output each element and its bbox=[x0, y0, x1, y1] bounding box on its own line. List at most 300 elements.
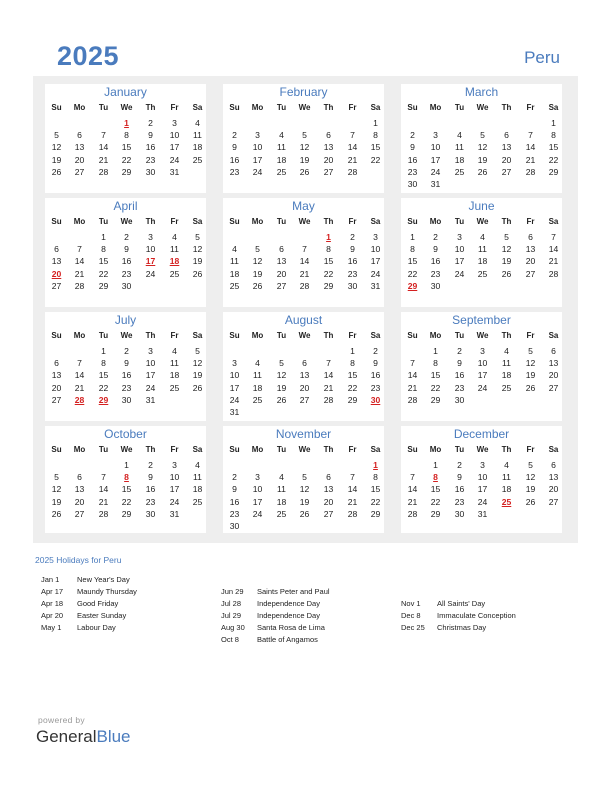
day-cell: 22 bbox=[121, 496, 132, 507]
day-cell: 28 bbox=[98, 508, 109, 519]
day-cell: 23 bbox=[454, 382, 465, 393]
weekday-label: Th bbox=[145, 445, 156, 454]
day-cell: 18 bbox=[454, 154, 465, 165]
holiday-day: 28 bbox=[74, 394, 85, 405]
week-row bbox=[45, 141, 206, 153]
holiday-row bbox=[215, 634, 405, 646]
week-row bbox=[223, 357, 384, 369]
day-cell: 23 bbox=[430, 268, 441, 279]
weekday-label: Su bbox=[51, 217, 62, 226]
day-cell: 30 bbox=[121, 394, 132, 405]
day-cell: 4 bbox=[279, 130, 284, 141]
day-cell: 8 bbox=[101, 244, 106, 255]
day-cell: 3 bbox=[480, 346, 485, 356]
day-cell: 31 bbox=[169, 508, 180, 519]
weekday-label: We bbox=[120, 217, 133, 226]
day-cell: 10 bbox=[252, 142, 263, 153]
week-row bbox=[45, 369, 206, 381]
day-cell: 29 bbox=[347, 394, 358, 405]
day-cell: 30 bbox=[121, 280, 132, 291]
day-cell: 2 bbox=[232, 472, 237, 483]
weekday-label: Fr bbox=[526, 445, 535, 454]
day-cell: 26 bbox=[51, 508, 62, 519]
day-cell: 23 bbox=[121, 382, 132, 393]
day-cell: 13 bbox=[548, 472, 559, 483]
day-cell: 24 bbox=[370, 268, 381, 279]
day-cell: 20 bbox=[299, 382, 310, 393]
holiday-name: Independence Day bbox=[257, 599, 320, 608]
holiday-row bbox=[35, 622, 225, 634]
day-cell: 3 bbox=[457, 232, 462, 242]
holidays-list-title: 2025 Holidays for Peru bbox=[35, 555, 122, 565]
week-row bbox=[45, 255, 206, 267]
holiday-row bbox=[35, 574, 225, 586]
day-cell: 6 bbox=[504, 130, 509, 141]
day-cell: 25 bbox=[454, 166, 465, 177]
holiday-row bbox=[215, 598, 405, 610]
weekday-label: Mo bbox=[73, 217, 86, 226]
day-cell: 13 bbox=[51, 370, 62, 381]
day-cell: 17 bbox=[169, 484, 180, 495]
day-cell: 5 bbox=[480, 130, 485, 141]
month-title: August bbox=[284, 313, 323, 327]
day-cell: 17 bbox=[430, 154, 441, 165]
day-cell: 27 bbox=[501, 166, 512, 177]
day-cell: 21 bbox=[299, 268, 310, 279]
day-cell: 9 bbox=[457, 472, 462, 483]
weekday-header bbox=[401, 444, 562, 456]
day-cell: 10 bbox=[430, 142, 441, 153]
weekday-label: Th bbox=[501, 103, 512, 112]
day-cell: 1 bbox=[551, 118, 556, 128]
holiday-day: 18 bbox=[169, 256, 180, 267]
weekday-label: Fr bbox=[526, 103, 535, 112]
day-cell: 3 bbox=[255, 472, 260, 483]
day-cell: 7 bbox=[410, 358, 415, 369]
weekday-label: Sa bbox=[548, 331, 559, 340]
day-cell: 16 bbox=[121, 370, 132, 381]
weekday-label: Sa bbox=[192, 445, 203, 454]
week-row bbox=[45, 382, 206, 394]
holiday-name: Easter Sunday bbox=[77, 611, 127, 620]
day-cell: 26 bbox=[501, 268, 512, 279]
week-row bbox=[401, 357, 562, 369]
day-cell: 27 bbox=[51, 280, 62, 291]
day-cell: 9 bbox=[232, 142, 237, 153]
weekday-label: Sa bbox=[192, 103, 203, 112]
holiday-row bbox=[35, 610, 225, 622]
day-cell: 13 bbox=[548, 358, 559, 369]
weekday-label: Su bbox=[229, 445, 240, 454]
day-cell: 22 bbox=[98, 268, 109, 279]
day-cell: 26 bbox=[299, 166, 310, 177]
weekday-label: Su bbox=[407, 217, 418, 226]
day-cell: 6 bbox=[77, 472, 82, 483]
weekday-label: Th bbox=[501, 331, 512, 340]
day-cell: 19 bbox=[252, 268, 263, 279]
week-row bbox=[45, 357, 206, 369]
day-cell: 28 bbox=[525, 166, 536, 177]
day-cell: 18 bbox=[229, 268, 240, 279]
week-row bbox=[223, 496, 384, 508]
day-cell: 12 bbox=[252, 256, 263, 267]
day-cell: 25 bbox=[229, 280, 240, 291]
weekday-label: Tu bbox=[98, 331, 109, 340]
day-cell: 7 bbox=[77, 244, 82, 255]
day-cell: 28 bbox=[347, 508, 358, 519]
weekday-label: Fr bbox=[170, 445, 179, 454]
day-cell: 12 bbox=[477, 142, 488, 153]
day-cell: 7 bbox=[302, 244, 307, 255]
weekday-label: We bbox=[120, 331, 133, 340]
day-cell: 11 bbox=[502, 472, 511, 483]
day-cell: 29 bbox=[548, 166, 559, 177]
day-cell: 19 bbox=[192, 256, 203, 267]
day-cell: 2 bbox=[457, 460, 462, 470]
day-cell: 23 bbox=[454, 496, 465, 507]
weekday-header bbox=[223, 216, 384, 228]
day-cell: 9 bbox=[124, 358, 129, 369]
day-cell: 15 bbox=[347, 370, 358, 381]
day-cell: 19 bbox=[51, 154, 62, 165]
day-cell: 8 bbox=[373, 472, 378, 483]
day-cell: 14 bbox=[323, 370, 334, 381]
day-cell: 24 bbox=[252, 166, 263, 177]
day-cell: 12 bbox=[299, 484, 310, 495]
weekday-label: Su bbox=[51, 445, 62, 454]
day-cell: 19 bbox=[525, 370, 536, 381]
week-row bbox=[401, 243, 562, 255]
day-cell: 30 bbox=[229, 521, 240, 531]
day-cell: 21 bbox=[548, 256, 559, 267]
weekday-label: Th bbox=[323, 217, 334, 226]
day-cell: 6 bbox=[302, 358, 307, 369]
week-row bbox=[223, 520, 384, 532]
holiday-row bbox=[35, 586, 225, 598]
day-cell: 3 bbox=[480, 460, 485, 470]
day-cell: 24 bbox=[430, 166, 441, 177]
day-cell: 16 bbox=[145, 484, 156, 495]
day-cell: 10 bbox=[252, 484, 263, 495]
week-row bbox=[223, 231, 384, 243]
day-cell: 3 bbox=[148, 232, 153, 242]
weekday-header bbox=[45, 330, 206, 342]
weekday-label: Fr bbox=[526, 331, 535, 340]
holiday-date: Jan 1 bbox=[41, 575, 60, 584]
day-cell: 4 bbox=[504, 460, 509, 470]
day-cell: 22 bbox=[430, 496, 441, 507]
day-cell: 21 bbox=[74, 382, 85, 393]
day-cell: 3 bbox=[255, 130, 260, 141]
weekday-label: Mo bbox=[429, 331, 442, 340]
week-row bbox=[223, 117, 384, 129]
day-cell: 1 bbox=[433, 346, 438, 356]
day-cell: 13 bbox=[299, 370, 310, 381]
week-row bbox=[223, 382, 384, 394]
day-cell: 4 bbox=[195, 460, 200, 470]
day-cell: 17 bbox=[229, 382, 240, 393]
weekday-label: Sa bbox=[370, 331, 381, 340]
day-cell: 10 bbox=[370, 244, 381, 255]
day-cell: 12 bbox=[501, 244, 512, 255]
day-cell: 3 bbox=[433, 130, 438, 141]
week-row bbox=[401, 117, 562, 129]
day-cell: 2 bbox=[350, 232, 355, 242]
day-cell: 29 bbox=[430, 508, 441, 519]
day-cell: 2 bbox=[373, 346, 378, 356]
weekday-label: Su bbox=[229, 217, 240, 226]
day-cell: 16 bbox=[370, 370, 381, 381]
day-cell: 7 bbox=[350, 472, 355, 483]
day-cell: 25 bbox=[477, 268, 488, 279]
day-cell: 22 bbox=[121, 154, 132, 165]
day-cell: 7 bbox=[350, 130, 355, 141]
day-cell: 4 bbox=[480, 232, 485, 242]
day-cell: 27 bbox=[74, 166, 85, 177]
day-cell: 11 bbox=[193, 130, 202, 141]
day-cell: 19 bbox=[501, 256, 512, 267]
day-cell: 8 bbox=[433, 358, 438, 369]
day-cell: 22 bbox=[347, 382, 358, 393]
day-cell: 11 bbox=[170, 358, 179, 369]
day-cell: 16 bbox=[229, 496, 240, 507]
weekday-label: Su bbox=[229, 103, 240, 112]
month-title: September bbox=[452, 313, 511, 327]
year-title: 2025 bbox=[57, 41, 120, 71]
day-cell: 9 bbox=[410, 142, 415, 153]
day-cell: 29 bbox=[323, 280, 334, 291]
weekday-label: We bbox=[298, 445, 311, 454]
day-cell: 18 bbox=[192, 484, 203, 495]
day-cell: 10 bbox=[169, 130, 180, 141]
day-cell: 20 bbox=[548, 484, 559, 495]
day-cell: 6 bbox=[77, 130, 82, 141]
holiday-date: Nov 1 bbox=[401, 599, 421, 608]
holiday-date: Jul 28 bbox=[221, 599, 242, 608]
day-cell: 19 bbox=[477, 154, 488, 165]
day-cell: 14 bbox=[74, 370, 85, 381]
holiday-column-1 bbox=[35, 574, 225, 634]
brand-part-2: Blue bbox=[96, 727, 131, 746]
weekday-label: Mo bbox=[251, 217, 264, 226]
weekday-label: Tu bbox=[454, 445, 465, 454]
day-cell: 23 bbox=[145, 496, 156, 507]
day-cell: 20 bbox=[525, 256, 536, 267]
month-august bbox=[223, 312, 384, 421]
day-cell: 19 bbox=[192, 370, 203, 381]
brand-logo[interactable] bbox=[36, 727, 131, 747]
weekday-label: Su bbox=[51, 331, 62, 340]
day-cell: 15 bbox=[323, 256, 334, 267]
day-cell: 31 bbox=[477, 508, 488, 519]
holiday-day: 29 bbox=[407, 280, 418, 291]
holiday-date: Jul 29 bbox=[221, 611, 242, 620]
day-cell: 14 bbox=[347, 484, 358, 495]
day-cell: 30 bbox=[145, 508, 156, 519]
day-cell: 25 bbox=[169, 268, 180, 279]
day-cell: 27 bbox=[51, 394, 62, 405]
day-cell: 16 bbox=[407, 154, 418, 165]
week-row bbox=[401, 508, 562, 520]
day-cell: 26 bbox=[477, 166, 488, 177]
day-cell: 1 bbox=[350, 346, 355, 356]
day-cell: 27 bbox=[74, 508, 85, 519]
day-cell: 13 bbox=[74, 484, 85, 495]
day-cell: 1 bbox=[101, 346, 106, 356]
day-cell: 15 bbox=[370, 142, 381, 153]
day-cell: 20 bbox=[51, 382, 62, 393]
day-cell: 27 bbox=[548, 382, 559, 393]
day-cell: 2 bbox=[148, 460, 153, 470]
holiday-column-2 bbox=[215, 574, 405, 646]
day-cell: 30 bbox=[145, 166, 156, 177]
week-row bbox=[223, 471, 384, 483]
holiday-date: Aug 30 bbox=[221, 623, 245, 632]
weekday-header bbox=[45, 102, 206, 114]
day-cell: 5 bbox=[279, 358, 284, 369]
weekday-label: Tu bbox=[454, 331, 465, 340]
day-cell: 8 bbox=[350, 358, 355, 369]
month-title: December bbox=[453, 427, 510, 441]
day-cell: 17 bbox=[252, 496, 263, 507]
day-cell: 29 bbox=[121, 166, 132, 177]
day-cell: 3 bbox=[148, 346, 153, 356]
day-cell: 20 bbox=[323, 154, 334, 165]
day-cell: 21 bbox=[98, 154, 109, 165]
holiday-row bbox=[395, 622, 585, 634]
brand-part-1: General bbox=[36, 727, 97, 746]
week-row bbox=[401, 471, 562, 483]
weekday-label: Th bbox=[323, 331, 334, 340]
holiday-day: 8 bbox=[433, 472, 438, 483]
day-cell: 27 bbox=[276, 280, 287, 291]
day-cell: 5 bbox=[255, 244, 260, 255]
month-may bbox=[223, 198, 384, 307]
week-row bbox=[401, 154, 562, 166]
week-row bbox=[223, 483, 384, 495]
day-cell: 19 bbox=[525, 484, 536, 495]
week-row bbox=[223, 141, 384, 153]
day-cell: 21 bbox=[74, 268, 85, 279]
day-cell: 7 bbox=[101, 472, 106, 483]
day-cell: 23 bbox=[229, 508, 240, 519]
weekday-label: Sa bbox=[370, 103, 381, 112]
day-cell: 18 bbox=[252, 382, 263, 393]
day-cell: 2 bbox=[410, 130, 415, 141]
week-row bbox=[401, 178, 562, 190]
holiday-name: Immaculate Conception bbox=[437, 611, 516, 620]
day-cell: 20 bbox=[74, 496, 85, 507]
day-cell: 1 bbox=[124, 460, 129, 470]
day-cell: 21 bbox=[347, 154, 358, 165]
week-row bbox=[45, 243, 206, 255]
day-cell: 18 bbox=[169, 370, 180, 381]
day-cell: 30 bbox=[407, 179, 418, 189]
day-cell: 5 bbox=[195, 232, 200, 242]
day-cell: 9 bbox=[350, 244, 355, 255]
day-cell: 5 bbox=[528, 346, 533, 356]
day-cell: 15 bbox=[407, 256, 418, 267]
week-row bbox=[45, 459, 206, 471]
day-cell: 17 bbox=[145, 370, 156, 381]
weekday-label: Fr bbox=[348, 331, 357, 340]
day-cell: 10 bbox=[229, 370, 240, 381]
day-cell: 1 bbox=[101, 232, 106, 242]
day-cell: 11 bbox=[502, 358, 511, 369]
week-row bbox=[45, 154, 206, 166]
day-cell: 15 bbox=[548, 142, 559, 153]
weekday-label: Mo bbox=[73, 103, 86, 112]
weekday-label: Sa bbox=[192, 217, 203, 226]
holiday-date: Apr 18 bbox=[41, 599, 64, 608]
weekday-label: We bbox=[298, 103, 311, 112]
week-row bbox=[223, 154, 384, 166]
day-cell: 7 bbox=[528, 130, 533, 141]
month-title: January bbox=[104, 85, 147, 99]
day-cell: 20 bbox=[501, 154, 512, 165]
weekday-label: Th bbox=[323, 103, 334, 112]
day-cell: 27 bbox=[323, 508, 334, 519]
week-row bbox=[223, 129, 384, 141]
day-cell: 1 bbox=[373, 118, 378, 128]
weekday-header bbox=[45, 444, 206, 456]
day-cell: 7 bbox=[410, 472, 415, 483]
day-cell: 22 bbox=[98, 382, 109, 393]
day-cell: 3 bbox=[172, 118, 177, 128]
weekday-label: Mo bbox=[73, 445, 86, 454]
week-row bbox=[401, 231, 562, 243]
month-title: May bbox=[292, 199, 315, 213]
day-cell: 19 bbox=[299, 154, 310, 165]
weekday-header bbox=[223, 330, 384, 342]
day-cell: 24 bbox=[145, 268, 156, 279]
week-row bbox=[401, 280, 562, 292]
day-cell: 15 bbox=[98, 370, 109, 381]
day-cell: 25 bbox=[276, 166, 287, 177]
day-cell: 6 bbox=[528, 232, 533, 242]
weekday-label: Fr bbox=[348, 217, 357, 226]
holiday-name: All Saints' Day bbox=[437, 599, 486, 608]
day-cell: 28 bbox=[98, 166, 109, 177]
day-cell: 26 bbox=[299, 508, 310, 519]
weekday-label: Tu bbox=[98, 103, 109, 112]
day-cell: 31 bbox=[430, 179, 441, 189]
day-cell: 28 bbox=[548, 268, 559, 279]
holiday-date: Apr 17 bbox=[41, 587, 64, 596]
day-cell: 12 bbox=[192, 358, 203, 369]
week-row bbox=[223, 268, 384, 280]
day-cell: 11 bbox=[277, 484, 286, 495]
day-cell: 16 bbox=[454, 484, 465, 495]
week-row bbox=[45, 268, 206, 280]
day-cell: 24 bbox=[169, 154, 180, 165]
day-cell: 3 bbox=[172, 460, 177, 470]
day-cell: 23 bbox=[370, 382, 381, 393]
day-cell: 12 bbox=[299, 142, 310, 153]
day-cell: 25 bbox=[501, 382, 512, 393]
day-cell: 8 bbox=[373, 130, 378, 141]
day-cell: 12 bbox=[525, 472, 536, 483]
day-cell: 11 bbox=[277, 142, 286, 153]
day-cell: 9 bbox=[148, 130, 153, 141]
day-cell: 22 bbox=[370, 154, 381, 165]
week-row bbox=[401, 496, 562, 508]
weekday-label: Mo bbox=[429, 445, 442, 454]
weekday-label: We bbox=[476, 217, 489, 226]
week-row bbox=[401, 255, 562, 267]
day-cell: 30 bbox=[347, 280, 358, 291]
holiday-day: 1 bbox=[124, 118, 129, 128]
